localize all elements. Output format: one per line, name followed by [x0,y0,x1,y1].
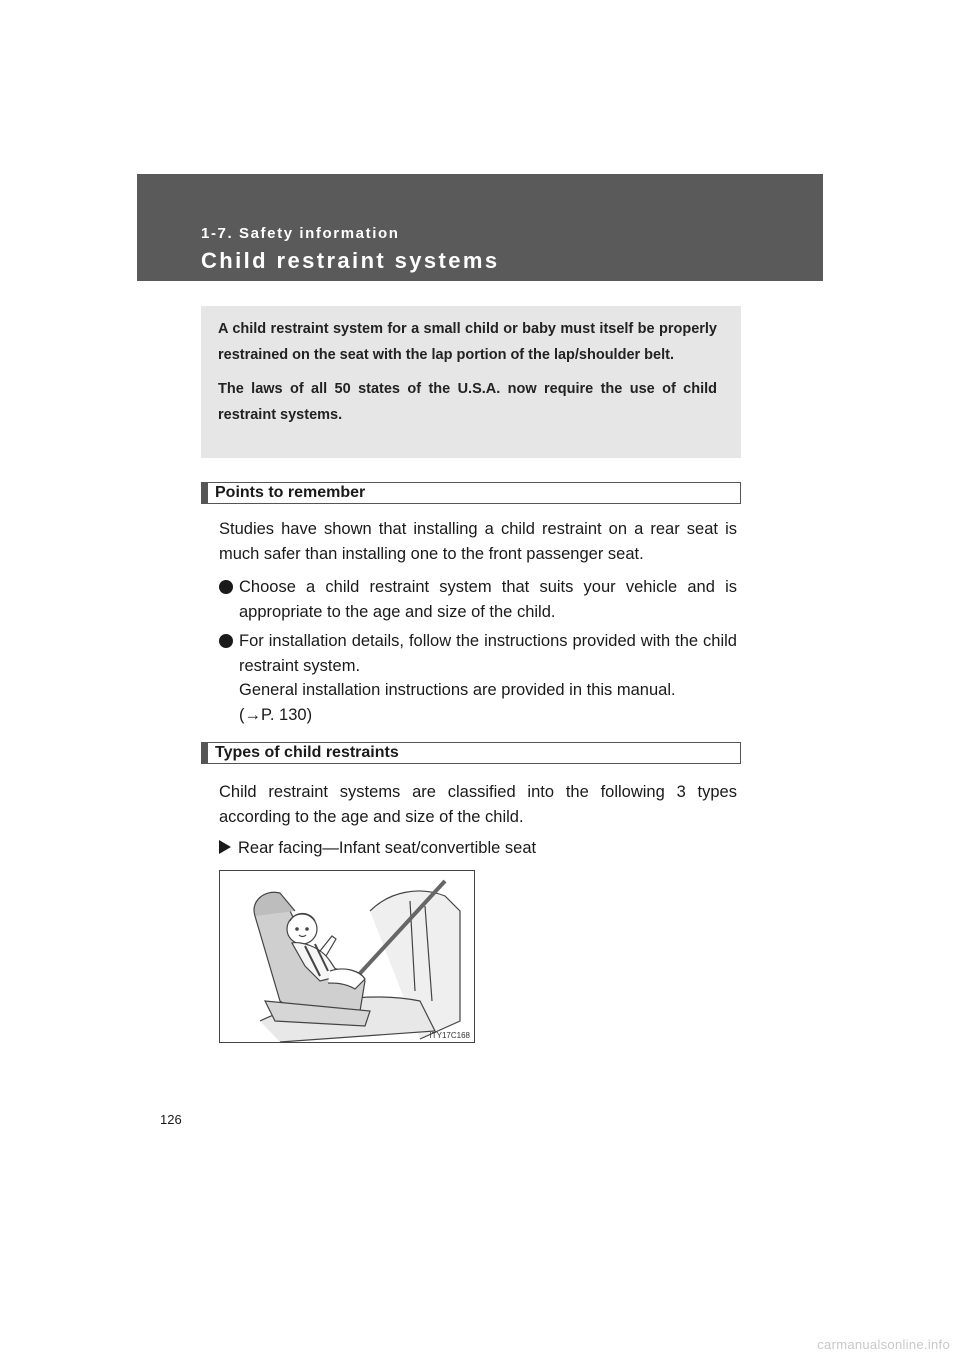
intro-box [201,306,741,458]
types-heading [201,742,741,764]
bullet-2-line-2: General installation instructions are provided in this manual. [239,681,676,699]
heading-bar [202,743,208,763]
type-item-1-text: Rear facing—Infant seat/convertible seat [238,839,537,857]
page-reference-link[interactable]: (→P. 130) [239,705,313,724]
bullet-item-2 [219,629,737,727]
figure-code: ITY17C168 [429,1031,470,1040]
page-title: Child restraint systems [201,248,500,273]
bullet-dot-icon [219,580,233,594]
points-heading-text: Points to remember [215,484,366,501]
section-header-band [137,174,823,281]
page-number: 126 [160,1112,182,1127]
bullet-text-1: Choose a child restraint system that suits your vehicle and is appropriate to the age and size of the child. [239,578,737,621]
heading-bar [202,483,208,503]
intro-paragraph-2: The laws of all 50 states of the U.S.A. now require the use of child restraint systems. [218,381,717,423]
bullet-dot-icon [219,634,233,648]
infant-seat-drawing [220,871,474,1042]
bullet-2-line-1: For installation details, follow the instructions provided with the child restraint system. [239,632,737,675]
triangle-bullet-icon [219,840,231,854]
section-label: 1-7. Safety information [201,225,400,242]
points-heading [201,482,741,504]
watermark: carmanualsonline.info [817,1337,950,1352]
bullet-text-2 [239,629,737,727]
types-paragraph: Child restraint systems are classified into the following 3 types according to the age and size of the child. [219,783,737,826]
infant-seat-illustration [219,870,475,1043]
types-heading-text: Types of child restraints [215,744,399,761]
bullet-item-1 [219,575,737,624]
type-item-1 [219,836,536,860]
intro-paragraph-1: A child restraint system for a small child or baby must itself be properly restrained on the seat with the lap portion of the lap/shoulder belt. [218,321,717,363]
points-paragraph: Studies have shown that installing a child restraint on a rear seat is much safer than installing one to the front passenger seat. [219,520,737,563]
